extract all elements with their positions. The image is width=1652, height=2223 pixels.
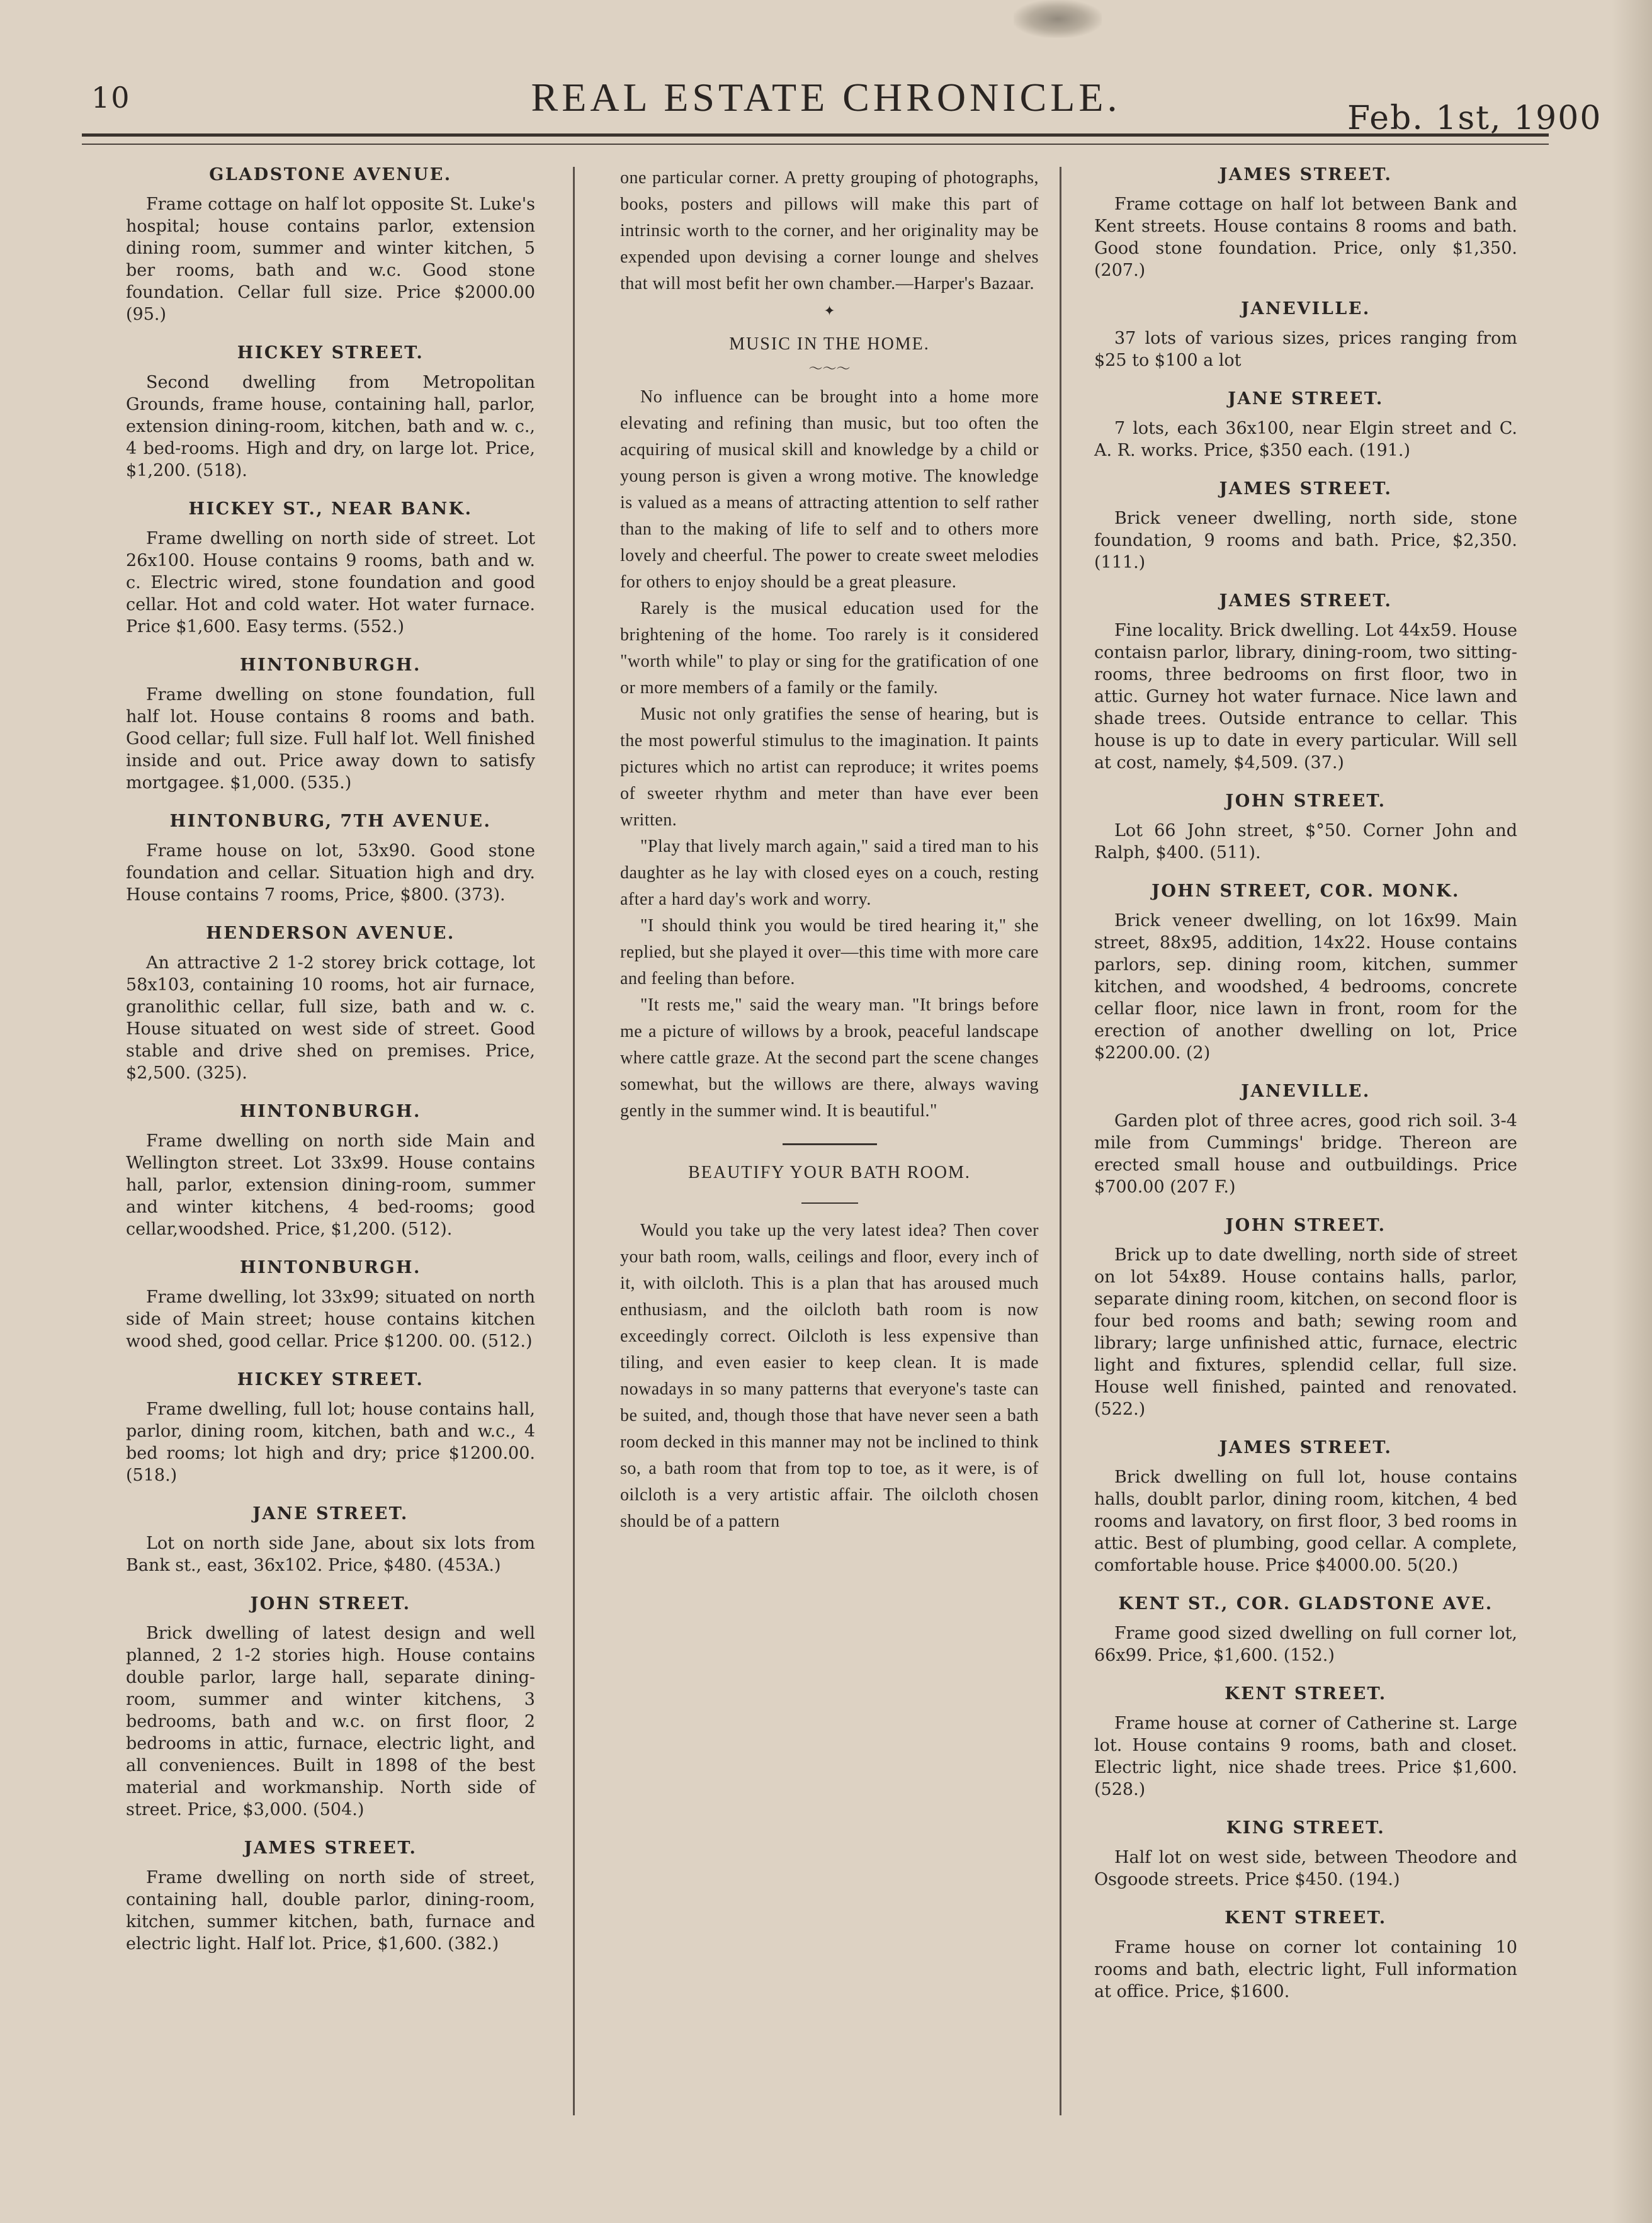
listing	[126, 1102, 535, 1240]
listing	[126, 1838, 535, 1955]
listing-heading: JAMES STREET.	[1219, 591, 1393, 611]
listing-text: Half lot on west side, between Theodore and Osgoode streets. Price $450. (194.)	[1094, 1848, 1517, 1889]
publication-title: REAL ESTATE CHRONICLE.	[531, 75, 1121, 120]
listing-text: Frame dwelling on north side of street, containing hall, double parlor, dining-room, kitchen, summer kitchen, bath, furnace and electric light. Half lot. Price, $1,600. (382.)	[126, 1868, 535, 1954]
listing	[1094, 389, 1517, 461]
listing	[126, 924, 535, 1084]
masthead-rule-thin	[82, 144, 1549, 145]
listing-heading: JAMES STREET.	[1219, 1438, 1393, 1457]
listing-text: Frame house on corner lot containing 10 rooms and bath, electric light, Full information at office. Price, $1600.	[1094, 1938, 1517, 2001]
listing-text: Brick up to date dwelling, north side of street on lot 54x89. House contains halls, parlor, separate dining room, kitchen, on second floor is four bed rooms and bath; sewing room and library; large unfinished attic, furnace, electric light and fixtures, splendid cellar, full size. House well finished, painted and renovated. (522.)	[1094, 1245, 1517, 1419]
listing-heading: JOHN STREET.	[1225, 1216, 1386, 1235]
title-ornament: ～～～	[808, 361, 851, 377]
issue-date: Feb. 1st, 1900	[1347, 99, 1602, 137]
listing	[126, 1258, 535, 1352]
paper-stain	[1014, 0, 1102, 38]
listing-text: Brick veneer dwelling, on lot 16x99. Main street, 88x95, addition, 14x22. House contains parlors, sep. dining room, kitchen, summer kitchen, and woodshed, 4 bedrooms, concrete cellar floor, nice lawn in front, room for the erection of another dwelling on lot, Price $2200.00. (2)	[1094, 911, 1517, 1063]
listing-heading: JOHN STREET, COR. MONK.	[1151, 881, 1460, 901]
listing-heading: GLADSTONE AVENUE.	[209, 165, 452, 184]
listing-text: Frame good sized dwelling on full corner lot, 66x99. Price, $1,600. (152.)	[1094, 1624, 1517, 1665]
listing-heading: JANEVILLE.	[1241, 299, 1371, 319]
masthead-rule	[82, 133, 1549, 137]
listing	[1094, 165, 1517, 281]
listing-heading: HINTONBURGH.	[240, 1258, 421, 1277]
listing-heading: KING STREET.	[1226, 1818, 1386, 1838]
listing-heading: JAMES STREET.	[1219, 479, 1393, 499]
listing	[1094, 791, 1517, 864]
listing-heading: KENT STREET.	[1225, 1684, 1387, 1704]
listing-text: Brick dwelling on full lot, house contains halls, doublt parlor, dining room, kitchen, 4 bed rooms and lavatory, on first floor, 3 bed rooms in attic. Best of plumbing, good cellar. A complete, comfortable house. Price $4000.00. 5(20.)	[1094, 1468, 1517, 1575]
column-articles	[620, 165, 1039, 1535]
listing	[1094, 1908, 1517, 2003]
listing	[1094, 591, 1517, 774]
article-paragraph: "I should think you would be tired hearing it," she replied, but she played it over—this time with more care and feeling than before.	[620, 916, 1039, 988]
listing-heading: HINTONBURG, 7TH AVENUE.	[169, 812, 492, 831]
listing-text: Frame dwelling on north side of street. Lot 26x100. House contains 9 rooms, bath and w. c. Electric wired, stone foundation and good cellar. Hot and cold water. Hot water furnace. Price $1,600. Easy terms. (552.)	[126, 529, 535, 636]
page-edge-shadow	[1612, 0, 1652, 2223]
article-title: BEAUTIFY YOUR BATH ROOM.	[688, 1163, 971, 1182]
listing-heading: HICKEY ST., NEAR BANK.	[188, 499, 473, 519]
listing-heading: HINTONBURGH.	[240, 1102, 421, 1121]
listing-text: An attractive 2 1-2 storey brick cottage, lot 58x103, containing 10 rooms, hot air furnace, granolithic cellar, full size, bath and w. c. House situated on west side of street. Good stable and drive shed on premises. Price, $2,500. (325).	[126, 953, 535, 1083]
listing-heading: HICKEY STREET.	[237, 343, 424, 363]
listing-heading: HENDERSON AVENUE.	[206, 924, 455, 943]
article-continuation: one particular corner. A pretty grouping of photographs, books, posters and pillows will make this part of intrinsic worth to the corner, and her originality may be expended upon devising a corner lounge and shelves that will most befit her own chamber.—Harper's Bazaar.	[620, 168, 1039, 293]
listing-text: Brick dwelling of latest design and well planned, 2 1-2 stories high. House contains double parlor, large hall, separate dining-room, summer and winter kitchens, 3 bedrooms, bath and w.c. on first floor, 2 bedrooms in attic, furnace, electric light, and all conveniences. Built in 1898 of the best material and workmanship. North side of street. Price, $3,000. (504.)	[126, 1624, 535, 1819]
listing	[126, 499, 535, 638]
listing	[1094, 1438, 1517, 1576]
article-separator	[620, 1136, 1039, 1148]
listing-text: Frame dwelling on stone foundation, full half lot. House contains 8 rooms and bath. Good cellar; full size. Full half lot. Well finished inside and out. Price away down to satisfy mortgagee. $1,000. (535.)	[126, 685, 535, 793]
listing	[1094, 1818, 1517, 1891]
article-paragraph: "It rests me," said the weary man. "It brings before me a picture of willows by a brook, peaceful landscape where cattle graze. At the second part the scene changes somewhat, but the willows are there, always waving gently in the summer wind. It is beautiful."	[620, 995, 1039, 1121]
listing-text: Lot 66 John street, $°50. Corner John and Ralph, $400. (511).	[1094, 821, 1517, 863]
listing-heading: JANEVILLE.	[1241, 1082, 1371, 1101]
listing-text: Frame house on lot, 53x90. Good stone foundation and cellar. Situation high and dry. House contains 7 rooms, Price, $800. (373).	[126, 841, 535, 905]
listing-heading: JAMES STREET.	[244, 1838, 417, 1858]
article-title: MUSIC IN THE HOME.	[729, 334, 930, 354]
listing-text: Frame cottage on half lot between Bank and Kent streets. House contains 8 rooms and bath. Good stone foundation. Price, only $1,350. (207.)	[1094, 195, 1517, 280]
listing-heading: HICKEY STREET.	[237, 1370, 424, 1389]
listing-text: Frame dwelling, full lot; house contains hall, parlor, dining room, kitchen, bath and w.c., 4 bed rooms; lot high and dry; price $1200.00. (518.)	[126, 1400, 535, 1485]
listing	[126, 1594, 535, 1821]
listing	[1094, 299, 1517, 371]
listing-text: Garden plot of three acres, good rich soil. 3-4 mile from Cummings' bridge. Thereon are erected small house and outbuildings. Price $700.00 (207 F.)	[1094, 1111, 1517, 1197]
article-paragraph: Would you take up the very latest idea? Then cover your bath room, walls, ceilings and floor, every inch of it, with oilcloth. This is a plan that has aroused much enthusiasm, and the oilcloth bath room is now exceedingly correct. Oilcloth is less expensive than tiling, and even easier to keep clean. It is made nowadays in so many patterns that everyone's taste can be suited, and, though those that have never seen a bath room decked in this manner may not be inclined to think so, a bath room that from top to toe, as it were, is of oilcloth is a very artistic affair. The oilcloth chosen should be of a pattern	[620, 1221, 1039, 1531]
listing-text: Second dwelling from Metropolitan Grounds, frame house, containing hall, parlor, extension dining-room, kitchen, bath and w. c., 4 bed-rooms. High and dry, on large lot. Price, $1,200. (518).	[126, 373, 535, 480]
title-rule	[620, 1194, 1039, 1206]
listing	[1094, 1082, 1517, 1198]
listing-heading: JOHN STREET.	[250, 1594, 411, 1614]
listing-heading: KENT ST., COR. GLADSTONE AVE.	[1118, 1594, 1493, 1614]
listing-text: Frame dwelling, lot 33x99; situated on north side of Main street; house contains kitchen wood shed, good cellar. Price $1200. 00. (512.)	[126, 1287, 535, 1351]
listing-text: Fine locality. Brick dwelling. Lot 44x59. House contaisn parlor, library, dining-room, two sitting-rooms, three bedrooms on first floor, two in attic. Gurney hot water furnace. Nice lawn and shade trees. Outside entrance to cellar. This house is up to date in every particular. Will sell at cost, namely, $4,509. (37.)	[1094, 621, 1517, 772]
listing	[126, 165, 535, 325]
listing	[126, 1504, 535, 1576]
listing	[1094, 1684, 1517, 1801]
listing	[1094, 479, 1517, 574]
listing-text: Frame dwelling on north side Main and Wellington street. Lot 33x99. House contains hall, parlor, extension dining-room, summer and winter kitchens, 4 bed-rooms; good cellar,woodshed. Price, $1,200. (512).	[126, 1131, 535, 1239]
listing	[1094, 1594, 1517, 1666]
listing-heading: JANE STREET.	[252, 1504, 409, 1524]
separator-ornament: ✦	[823, 303, 835, 319]
listing-heading: KENT STREET.	[1225, 1908, 1387, 1928]
listing-text: 37 lots of various sizes, prices ranging from $25 to $100 a lot	[1094, 329, 1517, 370]
column-divider	[573, 167, 575, 2115]
listing-heading: JOHN STREET.	[1225, 791, 1386, 811]
listing-text: Frame house at corner of Catherine st. Large lot. House contains 9 rooms, bath and closet. Electric light, nice shade trees. Price $1,600. (528.)	[1094, 1714, 1517, 1799]
page-number: 10	[91, 81, 131, 115]
listing	[126, 343, 535, 482]
listing	[126, 812, 535, 906]
listing-heading: JANE STREET.	[1228, 389, 1384, 409]
listing-text: Brick veneer dwelling, north side, stone foundation, 9 rooms and bath. Price, $2,350. (111.)	[1094, 509, 1517, 572]
listing-text: 7 lots, each 36x100, near Elgin street and C. A. R. works. Price, $350 each. (191.)	[1094, 419, 1517, 460]
listing	[126, 1370, 535, 1486]
column-divider	[1060, 167, 1061, 2115]
listing	[1094, 881, 1517, 1064]
article-paragraph: No influence can be brought into a home more elevating and refining than music, but too often the acquiring of musical skill and knowledge by a child or young person is given a wrong motive. The knowledge is valued as a means of attracting attention to self rather than to the making of life to self and to others more lovely and cheerful. The power to create sweet melodies for others to enjoy should be a great pleasure.	[620, 387, 1039, 592]
article-paragraph: "Play that lively march again," said a tired man to his daughter as he lay with closed eyes on a couch, resting after a hard day's work and worry.	[620, 837, 1039, 909]
listing	[1094, 1216, 1517, 1420]
column-listings-left	[126, 165, 535, 1972]
listing	[126, 655, 535, 794]
article-paragraph: Rarely is the musical education used for the brightening of the home. Too rarely is it considered "worth while" to play or sing for the gratification of one or more members of a family or the family.	[620, 599, 1039, 698]
listing-heading: HINTONBURGH.	[240, 655, 421, 675]
listing-text: Frame cottage on half lot opposite St. Luke's hospital; house contains parlor, extension dining room, summer and winter kitchen, 5 ber rooms, bath and w.c. Good stone foundation. Cellar full size. Price $2000.00 (95.)	[126, 195, 535, 324]
column-listings-right	[1094, 165, 1517, 2020]
listing-text: Lot on north side Jane, about six lots from Bank st., east, 36x102. Price, $480. (453A.)	[126, 1534, 535, 1575]
listing-heading: JAMES STREET.	[1219, 165, 1393, 184]
article-paragraph: Music not only gratifies the sense of hearing, but is the most powerful stimulus to the imagination. It paints pictures which no artist can reproduce; it writes poems of sweeter rhythm and meter than have ever been written.	[620, 704, 1039, 830]
